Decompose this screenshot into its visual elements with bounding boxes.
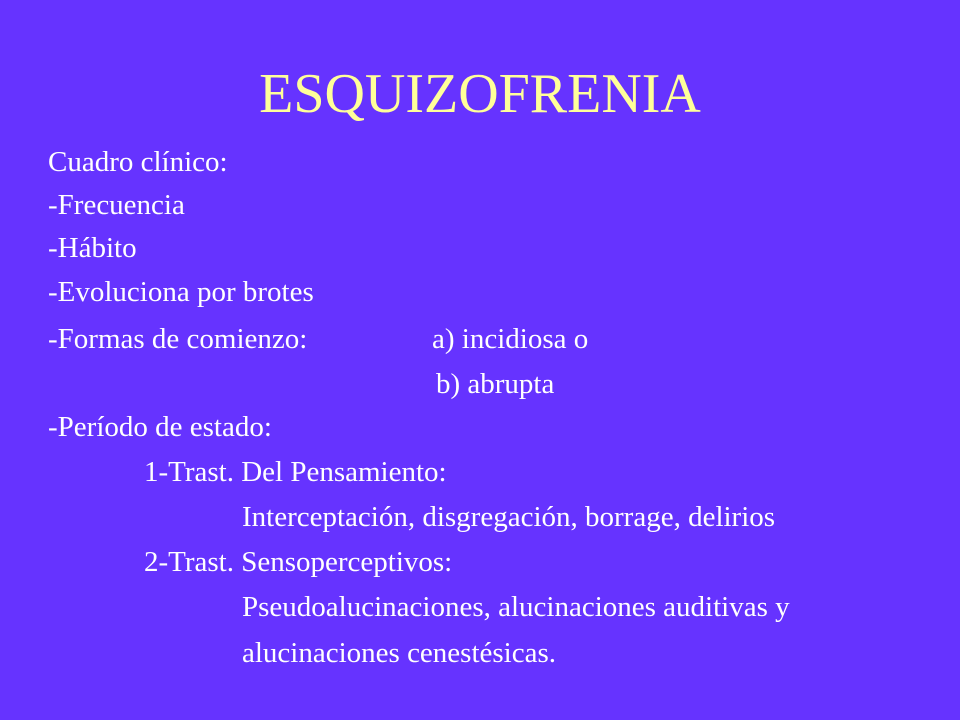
item-formas-label: -Formas de comienzo: <box>48 323 308 355</box>
item-trast-pensamiento-detail: Interceptación, disgregación, borrage, delirios <box>242 501 776 533</box>
item-trast-sensoperceptivos: 2-Trast. Sensoperceptivos: <box>144 546 453 578</box>
slide-title: ESQUIZOFRENIA <box>259 63 701 125</box>
item-trast-sensoperceptivos-detail-1: Pseudoalucinaciones, alucinaciones auditivas y <box>242 591 790 623</box>
item-formas-option-b: b) abrupta <box>436 368 555 400</box>
item-evoluciona: -Evoluciona por brotes <box>48 276 314 308</box>
item-formas-option-a: a) incidiosa o <box>432 323 589 355</box>
item-trast-pensamiento: 1-Trast. Del Pensamiento: <box>144 456 447 488</box>
item-habito: -Hábito <box>48 232 137 264</box>
item-trast-sensoperceptivos-detail-2: alucinaciones cenestésicas. <box>242 637 557 669</box>
item-frecuencia: -Frecuencia <box>48 189 185 221</box>
item-periodo-estado: -Período de estado: <box>48 411 272 443</box>
heading-cuadro-clinico: Cuadro clínico: <box>48 146 228 178</box>
